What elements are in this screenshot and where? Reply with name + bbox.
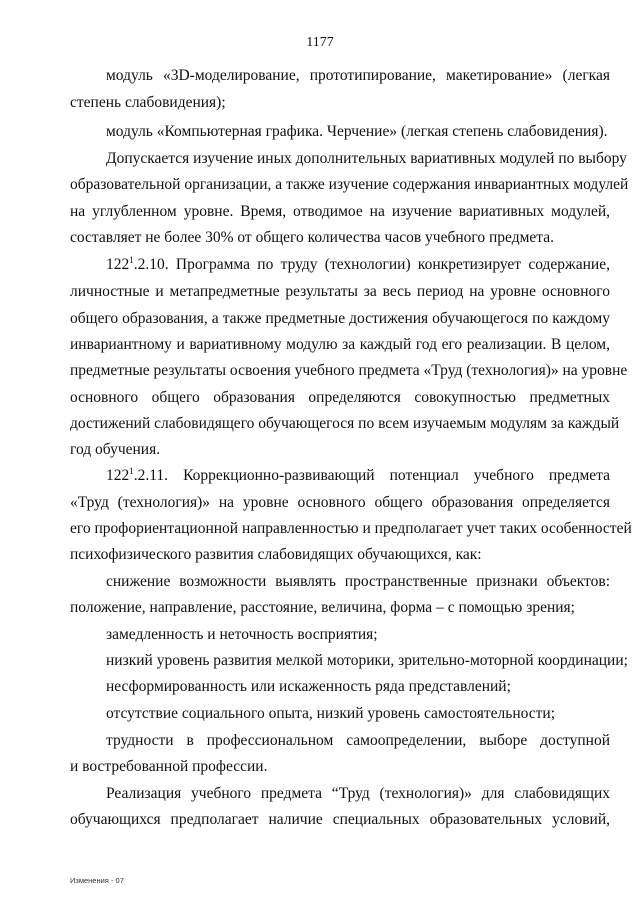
text-line: и востребованной профессии. [70,758,268,775]
text-line: Реализация учебного предмета “Труд (технология)» для слабовидящих [106,785,610,802]
text-line: предметные результаты освоения учебного предмета «Труд (технология)» на уровне [70,362,628,379]
section-heading-line [106,255,610,275]
text-line: «Труд (технология)» на уровне основного общего образования определяется [70,494,610,511]
text-line: составляет не более 30% от общего количества часов учебного предмета. [70,229,554,246]
text-line: достижений слабовидящего обучающегося по всем изучаемым модулям за каждый [70,415,620,432]
text-line: образовательной организации, а также изучение содержания инвариантных модулей [70,176,629,193]
section-heading-line [106,466,610,486]
text-line: его профориентационной направленностью и предполагает учет таких особенностей [70,520,632,537]
text-line: низкий уровень развития мелкой моторики, зрительно-моторной координации; [106,652,628,669]
text-line: модуль «3D-моделирование, прототипирование, макетирование» (легкая [106,67,610,84]
text-line: основного общего образования определяются совокупностью предметных [70,389,610,406]
text-line: личностные и метапредметные результаты за весь период на уровне основного [70,283,610,300]
text-line: общего образования, а также предметные достижения обучающегося по каждому [70,310,610,327]
text-line: модуль «Компьютерная графика. Черчение» (легкая степень слабовидения). [106,123,608,140]
text-line: трудности в профессиональном самоопределении, выборе доступной [106,732,610,749]
page-number: 1177 [306,35,334,50]
text-line: Допускается изучение иных дополнительных вариативных модулей по выбору [106,150,627,167]
footer-note: Изменения - 07 [70,876,124,885]
section-number: $122^1$ [106,255,134,273]
text-line: на углубленном уровне. Время, отводимое на изучение вариативных модулей, [70,203,610,220]
text-line: отсутствие социального опыта, низкий уровень самостоятельности; [106,705,556,722]
text-line: инвариантному и вариативному модулю за каждый год его реализации. В целом, [70,336,610,353]
text-line: обучающихся предполагает наличие специальных образовательных условий, [70,811,610,828]
text-line: несформированность или искаженность ряда представлений; [106,678,511,695]
text-line: психофизического развития слабовидящих обучающихся, как: [70,546,482,563]
text-line: снижение возможности выявлять пространственные признаки объектов: [106,573,610,590]
text-line: положение, направление, расстояние, величина, форма – с помощью зрения; [70,599,575,616]
text-line: .2.10. Программа по труду (технологии) конкретизирует содержание, [133,256,610,273]
text-line: степень слабовидения); [70,94,226,111]
section-number: $122^1$ [106,466,134,484]
text-line: замедленность и неточность восприятия; [106,626,378,643]
text-line: .2.11. Коррекционно-развивающий потенциал учебного предмета [133,467,610,484]
text-line: год обучения. [70,441,161,458]
